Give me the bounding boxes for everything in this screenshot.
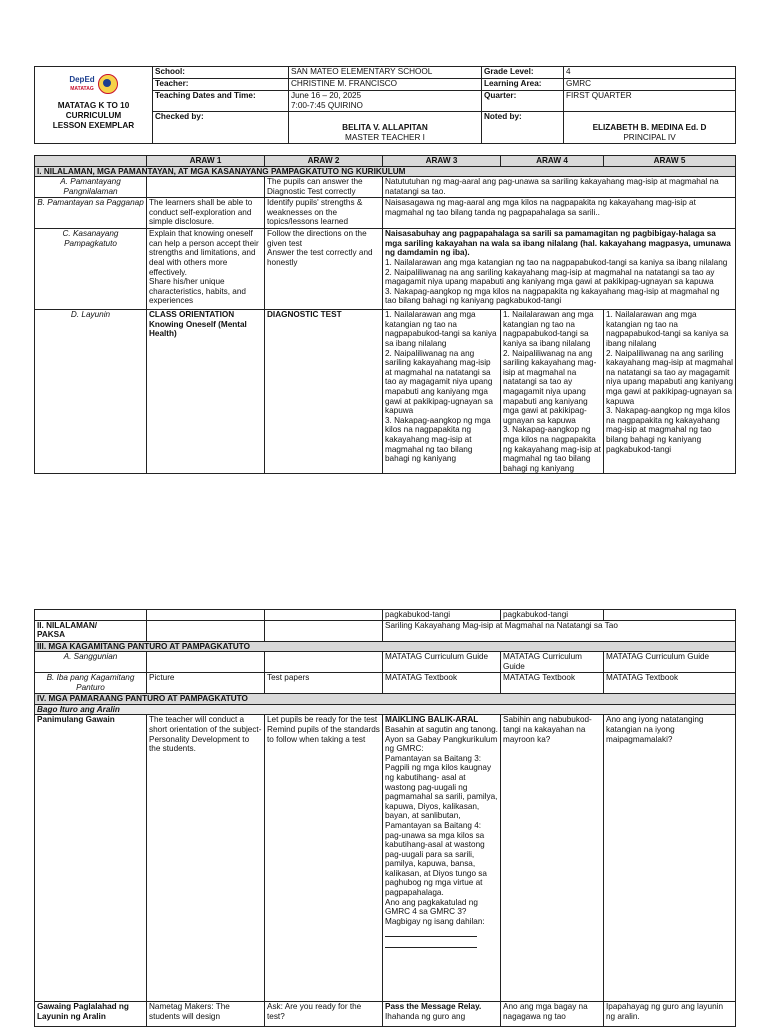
panimulang-day5: Ano ang iyong natatanging katangian na iyong maipagmamalaki? bbox=[604, 715, 736, 1002]
deped-logo-text: DepEd bbox=[69, 74, 95, 84]
logo-cell bbox=[35, 67, 153, 144]
noted-signatory bbox=[564, 112, 736, 144]
row-layunin bbox=[35, 310, 736, 474]
panimulang-day1: The teacher will conduct a short orientation of the subject- Personality Development to the students. bbox=[147, 715, 265, 1002]
quarter-label: Quarter: bbox=[482, 91, 564, 112]
lesson-table-page1 bbox=[34, 155, 736, 474]
sanggunian-day3: MATATAG Curriculum Guide bbox=[383, 652, 501, 673]
row-a-label: A. Pamantayang Pangnilalaman bbox=[35, 177, 147, 198]
row-c-day1: Explain that knowing oneself can help a person accept their strengths and limitations, and deal with others more effectively. Share his/her unique characteristics, habits, and experiences bbox=[147, 229, 265, 310]
row-gawaing-paglalahad bbox=[35, 1002, 736, 1027]
panimulang-label: Panimulang Gawain bbox=[35, 715, 147, 1002]
day-header-2: ARAW 2 bbox=[265, 156, 383, 167]
dates-value: June 16 – 20, 2025 7:00-7:45 QUIRINO bbox=[289, 91, 482, 112]
panimulang-day3 bbox=[383, 715, 501, 1002]
row-d-label: D. Layunin bbox=[35, 310, 147, 474]
sanggunian-label: A. Sanggunian bbox=[35, 652, 147, 673]
row-pamantayan-sa-pagganap bbox=[35, 198, 736, 229]
seal-icon bbox=[98, 74, 118, 94]
noted-title: PRINCIPAL IV bbox=[623, 132, 676, 142]
row-a-day1 bbox=[147, 177, 265, 198]
section-3-title: III. MGA KAGAMITANG PANTURO AT PAMPAGKATUTO bbox=[35, 641, 736, 652]
gawaing-day3 bbox=[383, 1002, 501, 1027]
row-d-day1: CLASS ORIENTATION Knowing Oneself (Mental Health) bbox=[147, 310, 265, 474]
checked-label: Checked by: bbox=[153, 112, 289, 144]
section-4-title: IV. MGA PAMARAANG PANTURO AT PAMPAGKATUTO bbox=[35, 694, 736, 705]
cont-day3: pagkabukod-tangi bbox=[383, 610, 501, 621]
row-pamantayang-pangnilalaman bbox=[35, 177, 736, 198]
panimulang-day4: Sabihin ang nabubukod-tangi na kakayahan na mayroon ka? bbox=[501, 715, 604, 1002]
gawaing-day3-text: Ihahanda ng guro ang bbox=[385, 1011, 466, 1021]
cont-label bbox=[35, 610, 147, 621]
day-header-3: ARAW 3 bbox=[383, 156, 501, 167]
day-header-blank bbox=[35, 156, 147, 167]
grade-label: Grade Level: bbox=[482, 67, 564, 79]
row-b-days3to5: Naisasagawa ng mag-aaral ang mga kilos na nagpapakita ng kakayahang mag-isip at magmahal ng tao bilang tanda ng pagpapahalaga sa sarili.. bbox=[383, 198, 736, 229]
row-panimulang-gawain bbox=[35, 715, 736, 1002]
kagamitan-day2: Test papers bbox=[265, 673, 383, 694]
row-c-objectives: 1. Nailalarawan ang mga katangian ng tao na nagpapabukod-tangi sa kaniya sa ibang nilalang 2. Naipaliliwanag na ang sariling kakayahang mag-isip at magmahal na natatangi sa tao ay magagamit niya upang mapabuti ang kaniyang mga gawi at pakikipag-ugnayan sa kapuwa 3. Nakapag-aangkop ng mga kilos na nagpapakita ng kakayahang mag-isip at magmahal ng tao bilang bahagi ng kaniyang pagkabukod-tangi bbox=[385, 257, 728, 306]
row-c-label: C. Kasanayang Pampagkatuto bbox=[35, 229, 147, 310]
row-a-days3to5: Natututuhan ng mag-aaral ang pag-unawa sa sariling kakayahang mag-isip at magmahal na natatangi sa tao. bbox=[383, 177, 736, 198]
kagamitan-day5: MATATAG Textbook bbox=[604, 673, 736, 694]
kagamitan-day1: Picture bbox=[147, 673, 265, 694]
section-4-row bbox=[35, 694, 736, 705]
dates-label: Teaching Dates and Time: bbox=[153, 91, 289, 112]
answer-line-1 bbox=[385, 929, 477, 937]
day-header-4: ARAW 4 bbox=[501, 156, 604, 167]
gawaing-day2: Ask: Are you ready for the test? bbox=[265, 1002, 383, 1027]
kagamitan-day3: MATATAG Textbook bbox=[383, 673, 501, 694]
answer-line-2 bbox=[385, 940, 477, 948]
kagamitan-day4: MATATAG Textbook bbox=[501, 673, 604, 694]
row-sanggunian bbox=[35, 652, 736, 673]
teacher-label: Teacher: bbox=[153, 79, 289, 91]
exemplar-title: MATATAG K TO 10 CURRICULUM LESSON EXEMPLAR bbox=[52, 101, 135, 130]
row-d-day3: 1. Nailalarawan ang mga katangian ng tao na nagpapabukod-tangi sa kaniya sa ibang nilalang 2. Naipaliliwanag na ang sariling kakayahang mag-isip at magmahal na natatangi sa tao ay magagamit niya upang mapabuti ang kaniyang mga gawi at pakikipag-ugnayan sa kapuwa 3. Nakapag-aangkop ng mga kilos na nagpapakita ng kakayahang mag-isip at magmahal ng tao bilang bahagi ng kaniyang bbox=[383, 310, 501, 474]
section-3-row bbox=[35, 641, 736, 652]
checked-signatory bbox=[289, 112, 482, 144]
row-d-day4: 1. Nailalarawan ang mga katangian ng tao na nagpapabukod-tangi sa kaniya sa ibang nilalang 2. Naipaliliwanag na ang sariling kakayahang mag-isip at magmahal na natatangi sa tao ay magagamit niya upang mapabuti ang kaniyang mga gawi at pakikipag-ugnayan sa kapuwa 3. Nakapag-aangkop ng mga kilos na nagpapakita ng kakayahang mag-isip at magmahal ng tao bilang bahagi ng kaniyang bbox=[501, 310, 604, 474]
gawaing-label: Gawaing Paglalahad ng Layunin ng Aralin bbox=[35, 1002, 147, 1027]
bago-ituro-row bbox=[35, 704, 736, 715]
bago-ituro-label: Bago Ituro ang Aralin bbox=[35, 704, 736, 715]
school-label: School: bbox=[153, 67, 289, 79]
gawaing-day3-title: Pass the Message Relay. bbox=[385, 1002, 482, 1012]
sanggunian-day2 bbox=[265, 652, 383, 673]
kagamitan-label: B. Iba pang Kagamitang Panturo bbox=[35, 673, 147, 694]
checked-name: BELITA V. ALLAPITAN bbox=[342, 123, 428, 132]
continuation-row bbox=[35, 610, 736, 621]
day-header-row bbox=[35, 156, 736, 167]
row-c-competency: Naisasabuhay ang pagpapahalaga sa sarili sa pamamagitan ng pagbibigay-halaga sa mga sariling kakayahan na wala sa ibang nilalang (hal. kakayahang magpasya, umunawa ng damdamin ng iba). bbox=[385, 229, 731, 258]
row-kasanayang-pampagkatuto bbox=[35, 229, 736, 310]
section-1-row bbox=[35, 166, 736, 177]
row-d-day2: DIAGNOSTIC TEST bbox=[265, 310, 383, 474]
sanggunian-day5: MATATAG Curriculum Guide bbox=[604, 652, 736, 673]
header-table bbox=[34, 66, 736, 144]
cont-day4: pagkabukod-tangi bbox=[501, 610, 604, 621]
day-header-1: ARAW 1 bbox=[147, 156, 265, 167]
quarter-value: FIRST QUARTER bbox=[564, 91, 736, 112]
section-2-day1 bbox=[147, 620, 265, 641]
section-2-day2 bbox=[265, 620, 383, 641]
row-c-days3to5 bbox=[383, 229, 736, 310]
sanggunian-day4: MATATAG Curriculum Guide bbox=[501, 652, 604, 673]
teacher-value: CHRISTINE M. FRANCISCO bbox=[289, 79, 482, 91]
school-value: SAN MATEO ELEMENTARY SCHOOL bbox=[289, 67, 482, 79]
checked-title: MASTER TEACHER I bbox=[345, 132, 425, 142]
grade-value: 4 bbox=[564, 67, 736, 79]
gawaing-day1: Nametag Makers: The students will design bbox=[147, 1002, 265, 1027]
row-c-day2: Follow the directions on the given test Answer the test correctly and honestly bbox=[265, 229, 383, 310]
area-value: GMRC bbox=[564, 79, 736, 91]
gawaing-day5: Ipapahayag ng guro ang layunin ng aralin. bbox=[604, 1002, 736, 1027]
area-label: Learning Area: bbox=[482, 79, 564, 91]
deped-logo bbox=[69, 76, 94, 93]
cont-day2 bbox=[265, 610, 383, 621]
cont-day5 bbox=[604, 610, 736, 621]
gawaing-day4: Ano ang mga bagay na nagagawa ng tao bbox=[501, 1002, 604, 1027]
row-b-day2: Identify pupils' strengths & weaknesses on the topics/lessons learned bbox=[265, 198, 383, 229]
noted-label: Noted by: bbox=[482, 112, 564, 144]
section-2-label: II. NILALAMAN/ PAKSA bbox=[35, 620, 147, 641]
panimulang-day2: Let pupils be ready for the test Remind pupils of the standards to follow when taking a test bbox=[265, 715, 383, 1002]
sanggunian-day1 bbox=[147, 652, 265, 673]
matatag-logo-text: MATATAG bbox=[70, 85, 94, 92]
row-b-day1: The learners shall be able to conduct self-exploration and simple disclosure. bbox=[147, 198, 265, 229]
logos bbox=[37, 71, 150, 97]
noted-name: ELIZABETH B. MEDINA Ed. D bbox=[592, 123, 707, 132]
cont-day1 bbox=[147, 610, 265, 621]
row-d-day5: 1. Nailalarawan ang mga katangian ng tao na nagpapabukod-tangi sa kaniya sa ibang nilalang 2. Naipaliliwanag na ang sariling kakayahang mag-isip at magmahal na natatangi sa tao ay magagamit niya upang mapabuti ang kaniyang mga gawi at pakikipag-ugnayan sa kapuwa 3. Nakapag-aangkop ng mga kilos na nagpapakita ng kakayahang mag-isip at magmahal ng tao bilang bahagi ng kaniyang pagkabukod-tangi bbox=[604, 310, 736, 474]
lesson-table-page2 bbox=[34, 609, 736, 1027]
day-header-5: ARAW 5 bbox=[604, 156, 736, 167]
row-iba-pang-kagamitan bbox=[35, 673, 736, 694]
balik-aral-text: Basahin at sagutin ang tanong. Ayon sa Gabay Pangkurikulum ng GMRC: Pamantayan sa Baitang 3: Pagpili ng mga kilos kaugnay ng kabutihang- asal at wastong pag-uugali ng pagmamahal sa sarili, pamilya, kapuwa, Diyos, kalikasan, bayan, at sanlibutan, Pamantayan sa Baitang 4: pag-unawa sa mga kilos sa kabutihang-asal at wastong pag-uugali para sa sarili, pamilya, kapuwa, bansa, kalikasan, at Diyos tungo sa paghubog ng mga virtue at pagpapahalaga. Ano ang pagkakatulad ng GMRC 4 sa GMRC 3? Magbigay ng isang dahilan: bbox=[385, 724, 498, 926]
row-a-day2: The pupils can answer the Diagnostic Test correctly bbox=[265, 177, 383, 198]
row-nilalaman bbox=[35, 620, 736, 641]
section-1-title: I. NILALAMAN, MGA PAMANTAYAN, AT MGA KASANAYANG PAMPAGKATUTO NG KURIKULUM bbox=[35, 166, 736, 177]
section-2-value: Sariling Kakayahang Mag-isip at Magmahal na Natatangi sa Tao bbox=[383, 620, 736, 641]
row-b-label: B. Pamantayan sa Pagganap bbox=[35, 198, 147, 229]
balik-aral-title: MAIKLING BALIK-ARAL bbox=[385, 715, 479, 725]
